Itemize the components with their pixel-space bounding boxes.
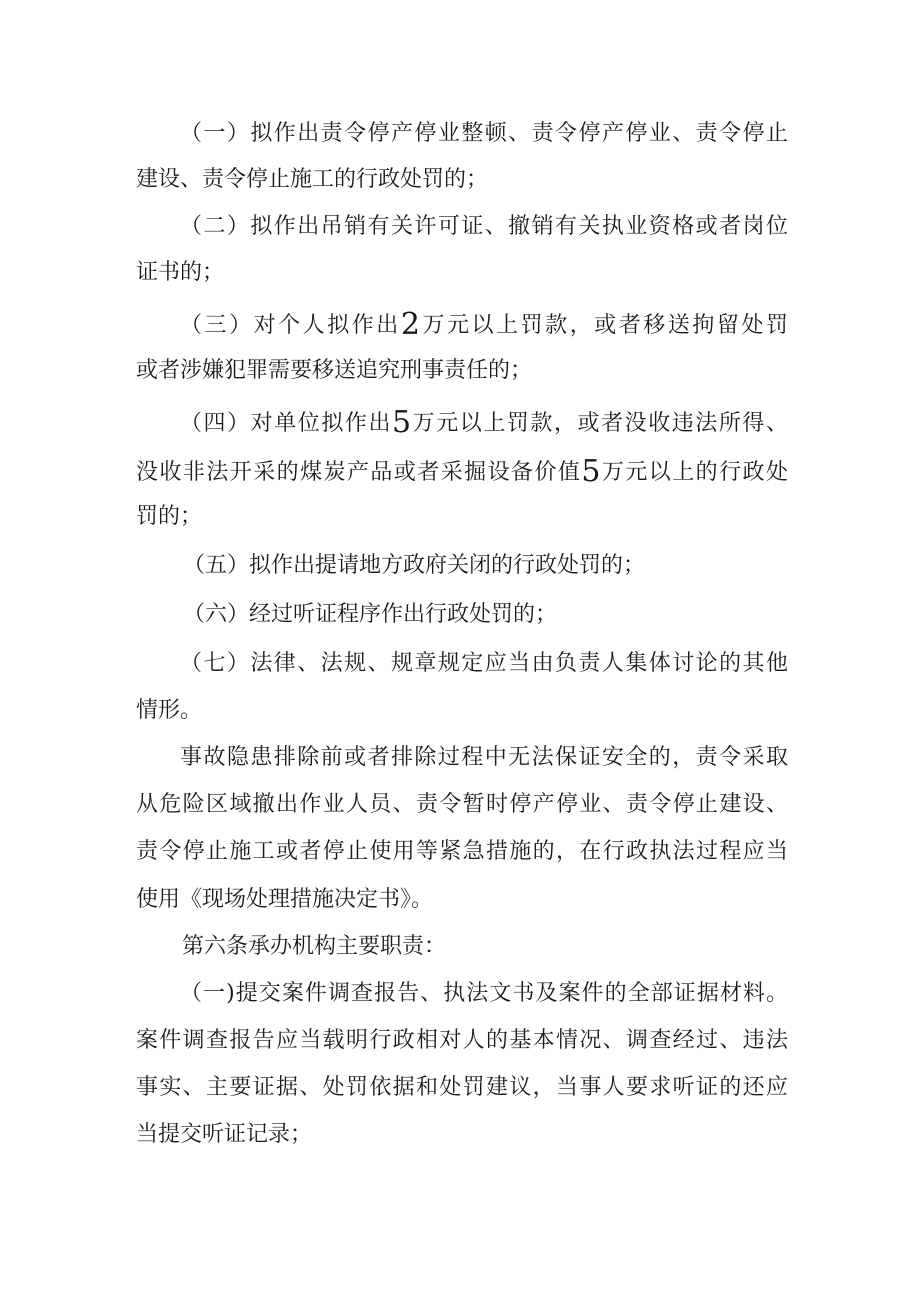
- number-run: 2: [400, 307, 420, 342]
- paragraph-line: （六）经过听证程序作出行政处罚的；: [183, 602, 558, 627]
- paragraph-line: [136, 454, 788, 489]
- paragraph-line: 情形。: [136, 698, 203, 723]
- number-run: 5: [581, 454, 601, 489]
- text-run: 万元以上的行政处: [600, 460, 788, 485]
- paragraph-line: 证书的；: [136, 260, 225, 285]
- text-run: 没收非法开采的煤炭产品或者采掘设备价值: [136, 460, 582, 485]
- paragraph-line: 罚的；: [136, 504, 203, 529]
- paragraph-line: [180, 307, 788, 342]
- paragraph-line: [180, 405, 788, 440]
- text-run: 万元以上罚款，或者移送拘留处罚: [419, 313, 788, 338]
- paragraph-line: （五）拟作出提请地方政府关闭的行政处罚的；: [183, 553, 646, 578]
- paragraph-line: 事故隐患排除前或者排除过程中无法保证安全的，责令采取: [180, 745, 788, 770]
- article-heading: 第六条承办机构主要职责：: [182, 934, 447, 959]
- text-run: 万元以上罚款，或者没收违法所得、: [411, 411, 788, 436]
- paragraph-line: （一)提交案件调查报告、执法文书及案件的全部证据材料。: [180, 981, 788, 1006]
- paragraph-line: （一）拟作出责令停产停业整顿、责令停产停业、责令停止: [180, 121, 788, 146]
- paragraph-line: 从危险区域撤出作业人员、责令暂时停产停业、责令停止建设、: [136, 792, 788, 817]
- paragraph-line: 建设、责令停止施工的行政处罚的；: [136, 167, 489, 192]
- paragraph-line: 或者涉嫌犯罪需要移送追究刑事责任的；: [136, 358, 533, 383]
- text-run: （三）对个人拟作出: [180, 313, 401, 338]
- paragraph-line: （七）法律、法规、规章规定应当由负责人集体讨论的其他: [180, 651, 788, 676]
- paragraph-line: 事实、主要证据、处罚依据和处罚建议，当事人要求听证的还应: [136, 1075, 788, 1100]
- paragraph-line: 使用《现场处理措施决定书》。: [136, 887, 434, 912]
- paragraph-line: （二）拟作出吊销有关许可证、撤销有关执业资格或者岗位: [180, 214, 788, 239]
- text-run: （四）对单位拟作出: [180, 411, 392, 436]
- paragraph-line: 责令停止施工或者停止使用等紧急措施的，在行政执法过程应当: [136, 839, 788, 864]
- paragraph-line: 当提交听证记录；: [136, 1122, 313, 1147]
- number-run: 5: [392, 405, 412, 440]
- paragraph-line: 案件调查报告应当载明行政相对人的基本情况、调查经过、违法: [136, 1028, 788, 1053]
